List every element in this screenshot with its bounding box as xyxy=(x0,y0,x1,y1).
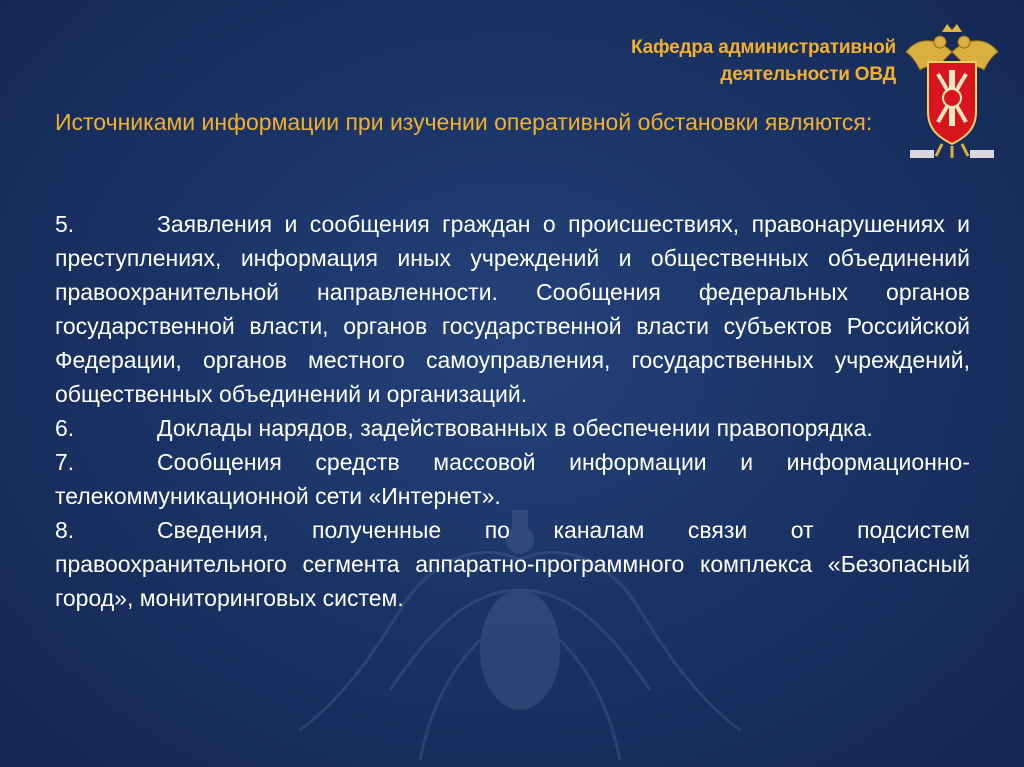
list-item-text: Сообщения средств массовой информации и информационно-телекоммуникационной сети «Интернет». xyxy=(55,449,970,509)
slide-heading: Источниками информации при изучении оперативной обстановки являются: xyxy=(55,109,873,135)
list-item-number: 8. xyxy=(55,517,75,543)
list-item xyxy=(55,513,970,615)
department-title-line-2: деятельности ОВД xyxy=(720,64,896,85)
list-item-number: 7. xyxy=(55,449,75,475)
sources-list xyxy=(55,207,970,615)
list-item-number: 5. xyxy=(55,211,75,237)
list-item-text: Сведения, полученные по каналам связи от подсистем правоохранительного сегмента аппаратно-программного комплекса «Безопасный город», мониторинговых систем. xyxy=(55,517,970,611)
list-item xyxy=(55,207,970,411)
list-item-text: Заявления и сообщения граждан о происшествиях, правонарушениях и преступлениях, информация иных учреждений и общественных объединений правоохранительной направленности. Сообщения федеральных органов государственной власти, органов государственной власти субъектов Российской Федерации, органов местного самоуправления, государственных учреждений, общественных объединений и организаций. xyxy=(55,211,970,407)
department-title-line-1: Кафедра административной xyxy=(630,37,896,58)
list-item xyxy=(55,411,970,445)
list-item-text: Доклады нарядов, задействованных в обеспечении правопорядка. xyxy=(157,415,873,441)
double-headed-eagle-emblem-icon xyxy=(902,22,1002,162)
department-title xyxy=(631,34,896,88)
list-item xyxy=(55,445,970,513)
list-item-number: 6. xyxy=(55,415,75,441)
